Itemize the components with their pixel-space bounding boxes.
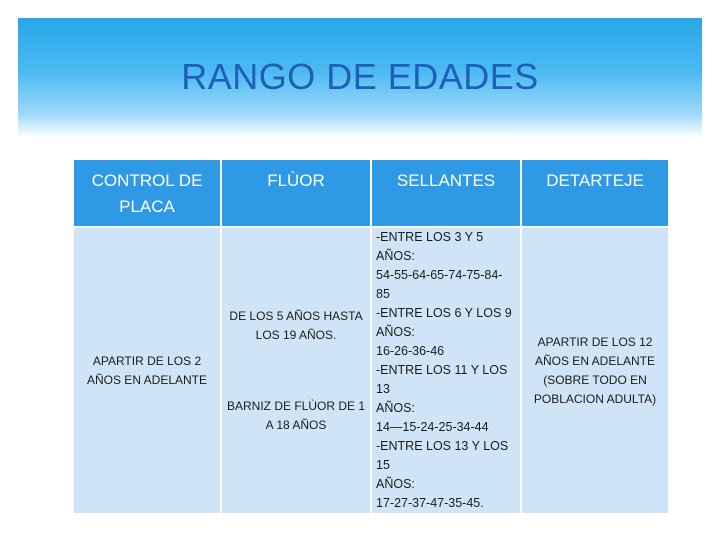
sellantes-line: 16-26-36-46 — [376, 344, 445, 358]
sellantes-line: -ENTRE LOS 6 Y LOS 9 — [376, 306, 512, 320]
age-range-table — [72, 158, 670, 515]
sellantes-line: -ENTRE LOS 13 Y LOS 15 — [376, 439, 509, 472]
sellantes-line: -ENTRE LOS 3 Y 5 AÑOS: — [376, 230, 484, 263]
sellantes-line: 14—15-24-25-34-44 — [376, 420, 489, 434]
fluor-age-range: DE LOS 5 AÑOS HASTA LOS 19 AÑOS. — [229, 308, 363, 342]
slide-title: RANGO DE EDADES — [181, 56, 539, 97]
cell-control-placa: APARTIR DE LOS 2 AÑOS EN ADELANTE — [73, 227, 221, 514]
table-header-row — [73, 159, 669, 227]
sellantes-line: 17-27-37-47-35-45. — [376, 496, 484, 510]
fluor-barniz: BARNIZ DE FLÙOR DE 1 A 18 AÑOS — [226, 398, 366, 432]
header-sellantes: SELLANTES — [371, 159, 521, 227]
sellantes-line: AÑOS: — [376, 401, 415, 415]
header-control-placa: CONTROL DE PLACA — [73, 159, 221, 227]
sellantes-line: AÑOS: — [376, 477, 415, 491]
fluor-spacer — [226, 345, 366, 397]
sellantes-line: 54-55-64-65-74-75-84-85 — [376, 268, 503, 301]
cell-fluor — [221, 227, 371, 514]
cell-detarteje: APARTIR DE LOS 12 AÑOS EN ADELANTE (SOBRE TODO EN POBLACION ADULTA) — [521, 227, 669, 514]
sellantes-line: -ENTRE LOS 11 Y LOS 13 — [376, 363, 508, 396]
cell-sellantes — [371, 227, 521, 514]
table-body-row — [73, 227, 669, 514]
sellantes-line: AÑOS: — [376, 325, 415, 339]
header-fluor: FLÙOR — [221, 159, 371, 227]
header-detarteje: DETARTEJE — [521, 159, 669, 227]
